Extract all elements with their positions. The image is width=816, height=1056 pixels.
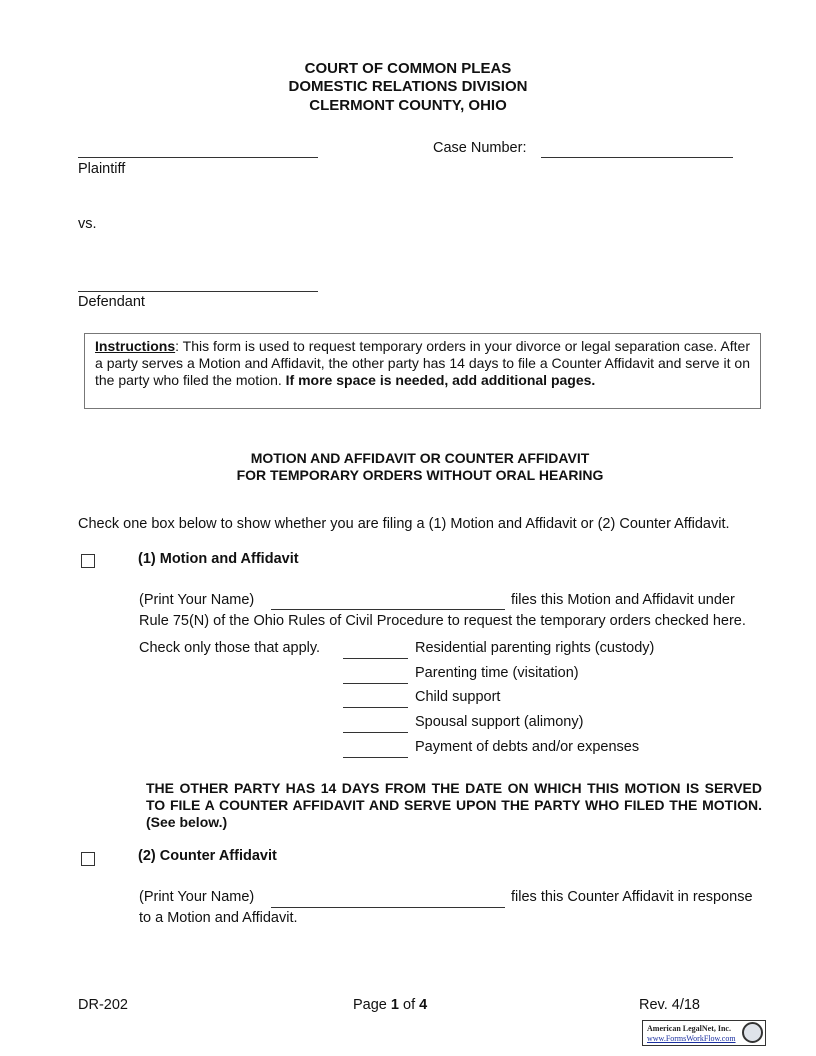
check-only-label: Check only those that apply. xyxy=(139,640,321,656)
plaintiff-label: Plaintiff xyxy=(78,161,126,177)
case-number-label: Case Number: xyxy=(433,140,527,156)
seal-icon xyxy=(742,1022,763,1043)
option-custody-field[interactable] xyxy=(343,658,408,659)
page-total: 4 xyxy=(419,997,428,1013)
page-prefix: Page xyxy=(353,997,391,1013)
counter-affidavit-label: (2) Counter Affidavit xyxy=(138,848,277,864)
instructions-body: : This form is used to request temporary orders in your divorce or legal separation case. After a party serves a Motion and Affidavit, the other party has 14 days to file a Counter Affidavit and serve it on the party who filed the motion. xyxy=(95,338,750,388)
option-spousal-support-label: Spousal support (alimony) xyxy=(415,714,584,730)
form-code: DR-202 xyxy=(78,997,128,1013)
instructions-box xyxy=(84,333,761,409)
plaintiff-name-field[interactable] xyxy=(78,157,318,158)
option-child-support-label: Child support xyxy=(415,689,501,705)
option-child-support-field[interactable] xyxy=(343,707,408,708)
option-custody-label: Residential parenting rights (custody) xyxy=(415,640,655,656)
option-debts-field[interactable] xyxy=(343,757,408,758)
counter-affidavit-warning: THE OTHER PARTY HAS 14 DAYS FROM THE DATE ON WHICH THIS MOTION IS SERVED TO FILE A COUNTER AFFIDAVIT AND SERVE UPON THE PARTY WHO FILED THE MOTION. (See below.) xyxy=(146,780,762,830)
instructions-heading: Instructions xyxy=(95,338,176,354)
motion-affidavit-label: (1) Motion and Affidavit xyxy=(138,551,299,567)
counter-name-field[interactable] xyxy=(271,907,505,908)
print-name-label-1: (Print Your Name) xyxy=(139,592,255,608)
check-one-instruction: Check one box below to show whether you are filing a (1) Motion and Affidavit or (2) Counter Affidavit. xyxy=(78,516,730,532)
option-visitation-label: Parenting time (visitation) xyxy=(415,665,579,681)
option-visitation-field[interactable] xyxy=(343,683,408,684)
option-debts-label: Payment of debts and/or expenses xyxy=(415,739,640,755)
defendant-name-field[interactable] xyxy=(78,291,318,292)
form-title-line1: MOTION AND AFFIDAVIT OR COUNTER AFFIDAVIT xyxy=(250,450,590,466)
motion-files-text: files this Motion and Affidavit under xyxy=(511,592,735,608)
response-text: to a Motion and Affidavit. xyxy=(139,910,298,926)
counter-files-text: files this Counter Affidavit in response xyxy=(511,889,753,905)
court-county: CLERMONT COUNTY, OHIO xyxy=(309,97,507,114)
revision-date: Rev. 4/18 xyxy=(639,997,700,1013)
logo-company-name: American LegalNet, Inc. xyxy=(647,1024,731,1033)
motion-affidavit-checkbox[interactable] xyxy=(81,554,95,568)
rule-text: Rule 75(N) of the Ohio Rules of Civil Procedure to request the temporary orders checked here. xyxy=(139,613,746,629)
vs-label: vs. xyxy=(78,216,97,232)
instructions-emphasis: If more space is needed, add additional pages. xyxy=(285,372,596,388)
counter-affidavit-checkbox[interactable] xyxy=(81,852,95,866)
american-legalnet-logo[interactable] xyxy=(642,1020,766,1046)
defendant-label: Defendant xyxy=(78,294,145,310)
page-current: 1 xyxy=(390,997,399,1013)
page-of: of xyxy=(398,997,420,1013)
court-name: COURT OF COMMON PLEAS xyxy=(304,60,512,77)
court-division: DOMESTIC RELATIONS DIVISION xyxy=(288,78,528,95)
option-spousal-support-field[interactable] xyxy=(343,732,408,733)
form-title-line2: FOR TEMPORARY ORDERS WITHOUT ORAL HEARING xyxy=(236,467,604,483)
case-number-field[interactable] xyxy=(541,157,733,158)
print-name-label-2: (Print Your Name) xyxy=(139,889,255,905)
logo-website-link[interactable]: www.FormsWorkFlow.com xyxy=(647,1034,736,1043)
page-indicator xyxy=(353,997,427,1013)
motion-name-field[interactable] xyxy=(271,609,505,610)
